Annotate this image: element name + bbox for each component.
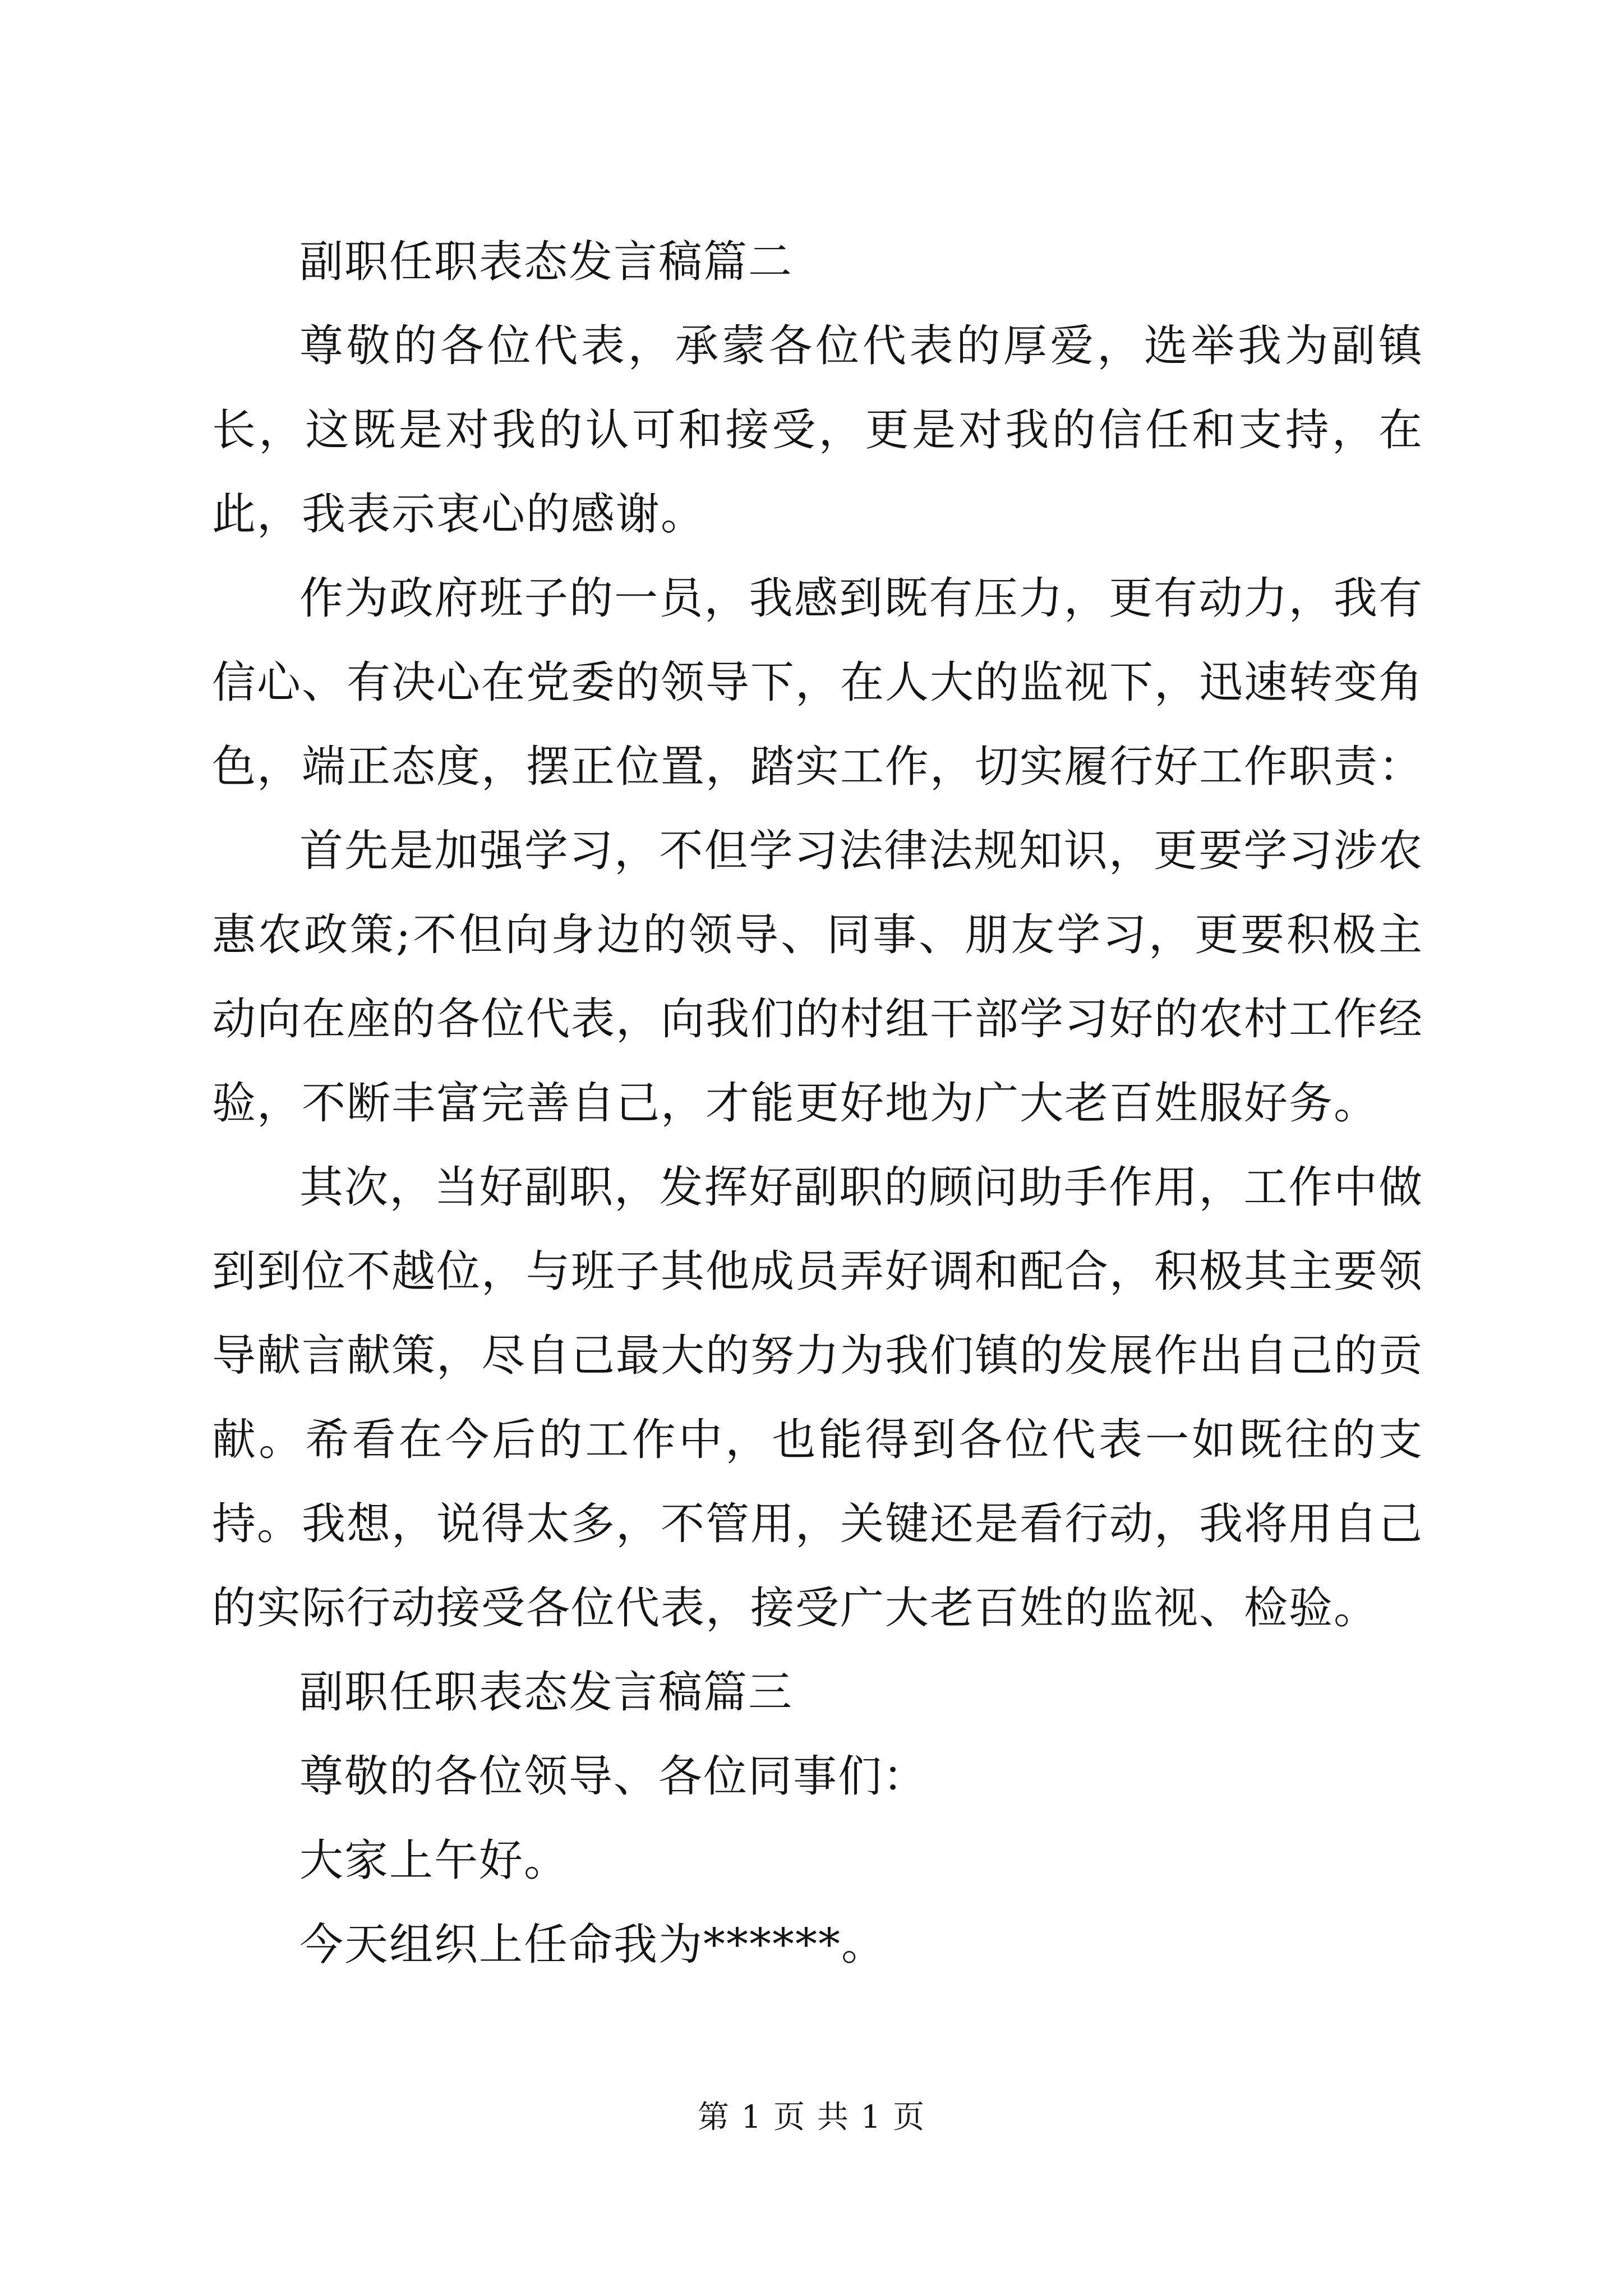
- paragraph: 尊敬的各位领导、各位同事们：: [299, 1751, 928, 1802]
- paragraph: 今天组织上任命我为******。: [299, 1920, 887, 1970]
- section-heading: 副职任职表态发言稿篇三: [299, 1667, 794, 1718]
- page-number-footer: 第 1 页 共 1 页: [697, 2099, 926, 2136]
- paragraph: 大家上午好。: [299, 1835, 569, 1886]
- paragraph: 尊敬的各位代表，承蒙各位代表的厚爱，选举我为副镇长，这既是对我的认可和接受，更是对我的信任和支持，在此，我表示衷心的感谢。: [212, 321, 1423, 540]
- paragraph: 其次，当好副职，发挥好副职的顾问助手作用，工作中做到到位不越位，与班子其他成员弄好调和配合，积极其主要领导献言献策，尽自己最大的努力为我们镇的发展作出自己的贡献。希看在今后的工作中，也能得到各位代表一如既往的支持。我想，说得太多，不管用，关键还是看行动，我将用自己的实际行动接受各位代表，接受广大老百姓的监视、检验。: [212, 1162, 1424, 1634]
- paragraph: 作为政府班子的一员，我感到既有压力，更有动力，我有信心、有决心在党委的领导下，在人大的监视下，迅速转变角色，端正态度，摆正位置，踏实工作，切实履行好工作职责：: [212, 573, 1424, 792]
- document-body: [212, 220, 1423, 1987]
- section-heading: 副职任职表态发言稿篇二: [299, 237, 794, 287]
- paragraph: 首先是加强学习，不但学习法律法规知识，更要学习涉农惠农政策;不但向身边的领导、同事、朋友学习，更要积极主动向在座的各位代表，向我们的村组干部学习好的农村工作经验，不断丰富完善自己，才能更好地为广大老百姓服好务。: [212, 826, 1424, 1129]
